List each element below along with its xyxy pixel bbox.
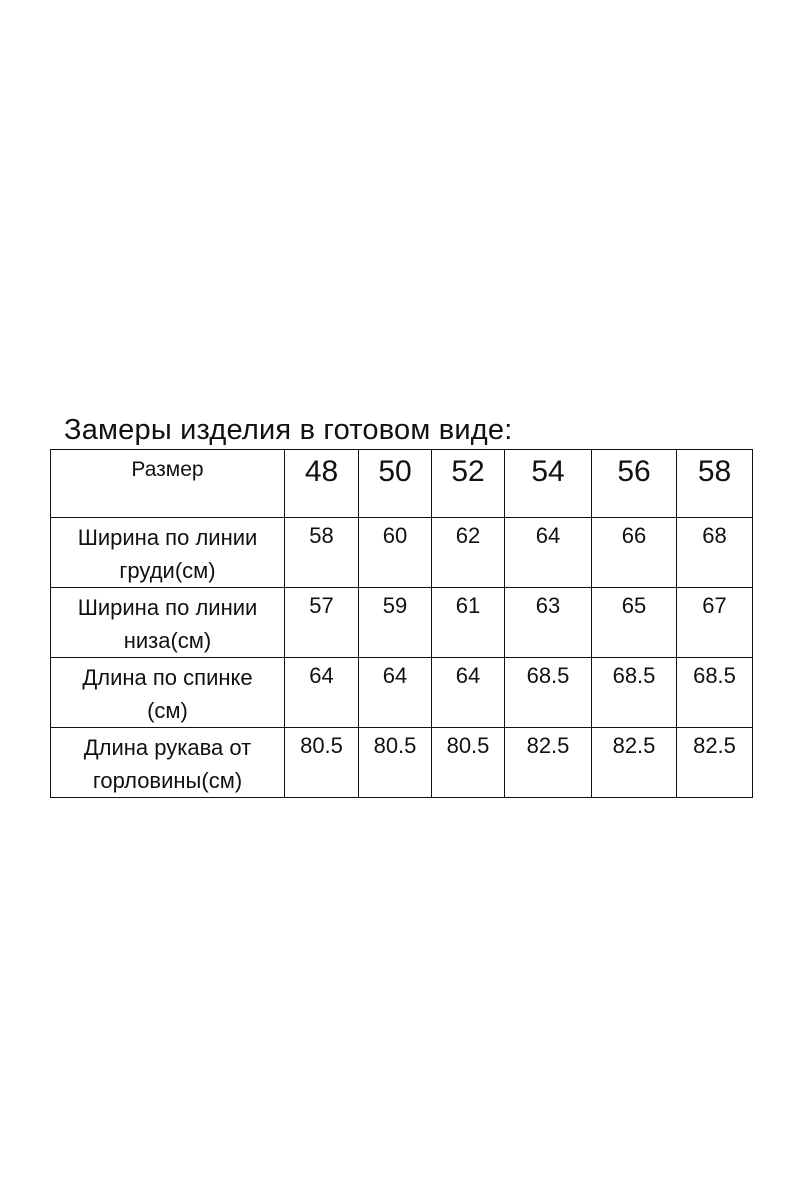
row-label-line: низа(см) bbox=[123, 628, 212, 653]
table-cell: 64 bbox=[359, 658, 432, 728]
table-cell: 65 bbox=[592, 588, 677, 658]
row-label-line: Ширина по линии bbox=[77, 595, 258, 620]
size-table bbox=[50, 449, 753, 798]
table-cell: 67 bbox=[677, 588, 753, 658]
table-cell: 63 bbox=[505, 588, 592, 658]
table-row bbox=[51, 518, 753, 588]
table-cell: 82.5 bbox=[592, 728, 677, 798]
table-cell: 68.5 bbox=[677, 658, 753, 728]
table-row bbox=[51, 658, 753, 728]
table-cell: 68.5 bbox=[505, 658, 592, 728]
table-cell: 59 bbox=[359, 588, 432, 658]
row-label-line: (см) bbox=[147, 698, 188, 723]
table-cell: 64 bbox=[432, 658, 505, 728]
size-header-cell: 48 bbox=[285, 450, 359, 518]
table-cell: 66 bbox=[592, 518, 677, 588]
table-row bbox=[51, 728, 753, 798]
table-cell: 80.5 bbox=[432, 728, 505, 798]
table-cell: 68.5 bbox=[592, 658, 677, 728]
table-header-row bbox=[51, 450, 753, 518]
table-cell: 58 bbox=[285, 518, 359, 588]
table-cell: 64 bbox=[285, 658, 359, 728]
size-header-cell: 56 bbox=[592, 450, 677, 518]
row-label bbox=[51, 658, 285, 728]
table-cell: 82.5 bbox=[677, 728, 753, 798]
row-label bbox=[51, 518, 285, 588]
table-cell: 80.5 bbox=[359, 728, 432, 798]
table-cell: 61 bbox=[432, 588, 505, 658]
row-label-line: груди(см) bbox=[119, 558, 216, 583]
table-cell: 62 bbox=[432, 518, 505, 588]
row-label-line: Длина рукава от bbox=[83, 735, 252, 760]
table-cell: 57 bbox=[285, 588, 359, 658]
size-header-cell: 52 bbox=[432, 450, 505, 518]
size-header-cell: 54 bbox=[505, 450, 592, 518]
row-label-line: горловины(см) bbox=[92, 768, 243, 793]
size-header-cell: 50 bbox=[359, 450, 432, 518]
table-row bbox=[51, 588, 753, 658]
size-header-label: Размер bbox=[51, 450, 285, 518]
size-header-cell: 58 bbox=[677, 450, 753, 518]
row-label bbox=[51, 728, 285, 798]
page-title: Замеры изделия в готовом виде: bbox=[64, 414, 513, 446]
table-cell: 64 bbox=[505, 518, 592, 588]
row-label bbox=[51, 588, 285, 658]
table-cell: 82.5 bbox=[505, 728, 592, 798]
row-label-line: Ширина по линии bbox=[77, 525, 258, 550]
table-cell: 80.5 bbox=[285, 728, 359, 798]
row-label-line: Длина по спинке bbox=[82, 665, 253, 690]
table-cell: 68 bbox=[677, 518, 753, 588]
table-cell: 60 bbox=[359, 518, 432, 588]
